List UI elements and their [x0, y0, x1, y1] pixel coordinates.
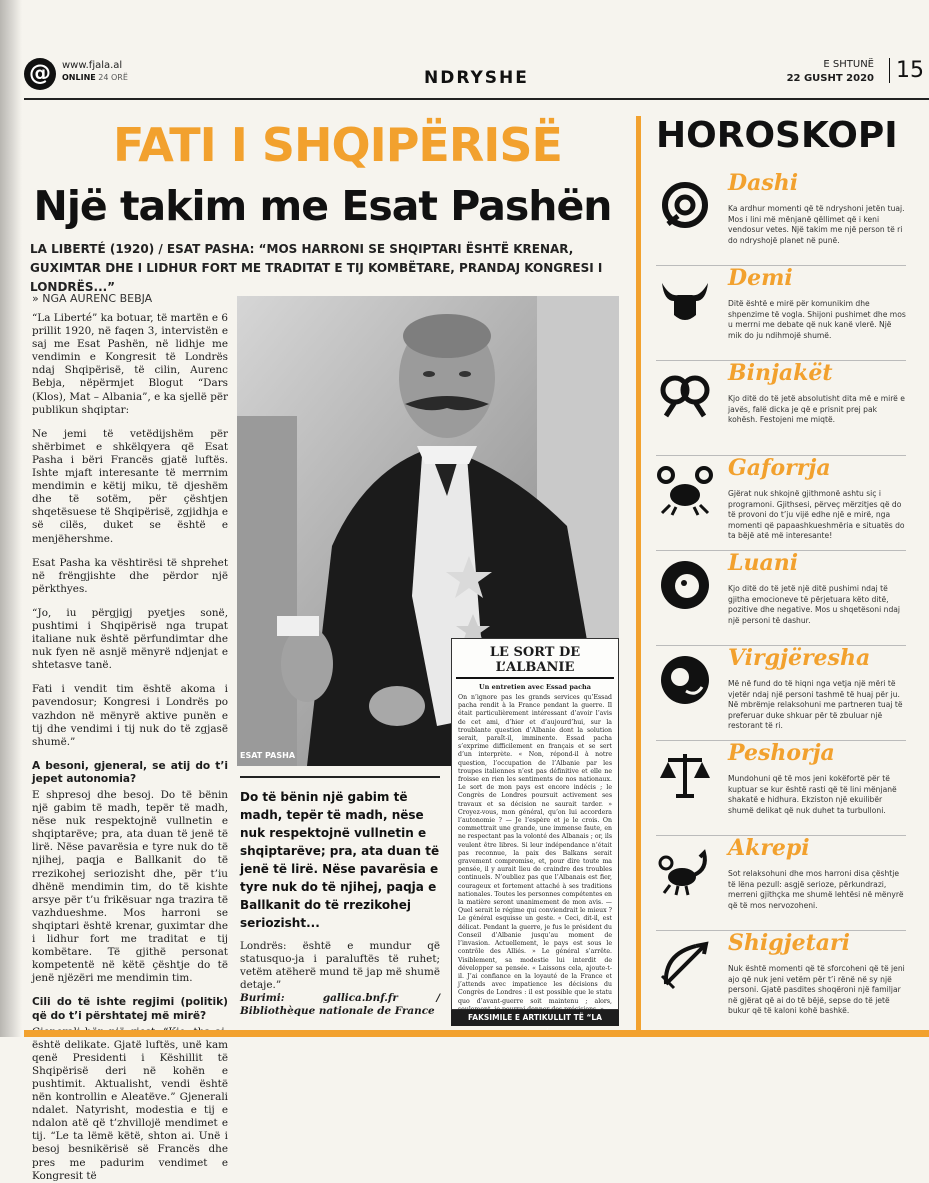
sign-text: Nuk është momenti që të sforcoheni që të jeni ajo që nuk jeni vetëm për t’i rënë në sy një personi. Gjatë pasdites shoqëroni një familjar në gjërat që ai do të bëjë, sepse do të jetë bukur që të kaloni kohë bashkë. — [728, 964, 905, 1015]
site-tagline-bold: ONLINE — [62, 73, 96, 82]
horoscope-title: HOROSKOPI — [656, 115, 898, 156]
article-column-1 — [32, 312, 228, 1183]
paragraph: Ne jemi të vetëdijshëm për shërbimet e shkëlqyera që Esat Pasha i bëri Francës gjatë luftës. Ishte mjaft interesante të merrnim mendimin e këtij miku, të djeshëm dhe të sotëm, për çështjen shqetësuese të Shqipërisë, zgjidhja e së cilës, duket se është e menjëhershme. — [32, 427, 228, 545]
crab-icon — [656, 461, 714, 519]
archer-icon — [656, 936, 714, 994]
scales-icon — [656, 746, 714, 804]
horoscope-sign-virgjeresha — [656, 645, 906, 741]
sign-name: Binjakët — [728, 360, 833, 386]
interview-question: A besoni, gjeneral, se atij do t’i jepet autonomia? — [32, 759, 228, 785]
horoscope-sign-akrepi — [656, 835, 906, 931]
sign-text: Kjo ditë do të jetë një ditë pushimi ndaj të gjitha emocioneve të përjetuara këto ditë, pozitive dhe negative. Mos u shqetësoni ndaj një personi të dashur. — [728, 584, 901, 625]
sign-text: Më në fund do të hiqni nga vetja një mëri të vjetër ndaj një personi tashmë të huaj për ju. Në mbrëmje relaksohuni me partneren tuaj të preferuar duke shkuar për të zbuluar një restorant të ri. — [728, 679, 903, 730]
page-number: 15 — [889, 58, 924, 83]
article-deck: LA LIBERTÉ (1920) / ESAT PASHA: “MOS HARRONI SE SHQIPTARI ËSHTË KRENAR, GUXIMTAR DHE I LIDHUR FORT ME TRADITAT E TIJ KOMBËTARE, PRANDAJ KONGRESI I LONDRËS...” — [30, 242, 603, 294]
ram-icon — [656, 176, 714, 234]
issue-day: E SHTUNË — [823, 59, 874, 70]
section-name: NDRYSHE — [424, 68, 529, 88]
facsimile-subhead: Un entretien avec Essad pacha — [479, 683, 591, 691]
sign-name: Gaforrja — [728, 455, 831, 481]
sign-name: Peshorja — [728, 740, 835, 766]
sign-text: Ka ardhur momenti që të ndryshoni jetën tuaj. Mos i lini më mënjanë qëllimet që i keni vendosur vetes. Një takim me një person të ri do ndryshojë planet në punë. — [728, 204, 905, 245]
paragraph: Londrës: është e mundur që statusquo-ja i paraluftës të ruhet; vetëm atëherë mund të jap më shumë detaje.” — [240, 940, 440, 992]
paragraph: E shpresoj dhe besoj. Do të bënin një gabim të madh, tepër të madh, nëse nuk respektojnë vullnetin e shqiptarëve; pra, ata duan të jenë të lirë. Nëse pavarësia e tyre nuk do të njihej, paqja e Ballkanit do të rrezikohej seriozisht dhe, për t’iu dhënë mendimin tim, do të kishte arsye për t’u frikësuar nga trazira të vazhdueshme. Mos harroni se shqiptari është krenar, guximtar dhe i lidhur fort me traditat e tij kombëtare. Të gjithë personat kompetentë në këtë çështje do të jenë njëzëri me mendimin tim. — [32, 789, 228, 985]
paragraph: është delikate. Gjatë luftës, unë kam qenë Presidenti i Këshillit të Shqipërisë deri në kohën e pushtimit. Aktualisht, vendi është nën kontrollin e Aleatëve.” Gjenerali ndalet. Natyrisht, modestia e tij e ndalon atë që t’zhvillojë mendimet e tij. “Le ta lëmë këtë, shton ai. Unë i besoj besnikërisë së Francës dhe pres me padurim vendimet e Kongresit të — [32, 1038, 228, 1182]
article-byline: » NGA AURENC BEBJA — [32, 292, 153, 305]
sign-name: Akrepi — [728, 835, 810, 861]
horoscope-sign-luani — [656, 550, 906, 646]
header-rule — [24, 98, 929, 100]
virgo-icon — [656, 651, 714, 709]
paragraph: “La Liberté” ka botuar, të martën e 6 prillit 1920, në faqen 3, intervistën e saj me Esat Pashën, në lidhje me vendimin e Kongresit të Londrës ndaj Shqipërisë, të cilin, Aurenc Bebja, nëpërmjet Blogut “Dars (Klos), Mat – Albania”, e ka sjellë për publikun shqiptar: — [32, 312, 228, 416]
site-logo-icon: @ — [24, 58, 56, 90]
sign-text: Mundohuni që të mos jeni kokëfortë për të kuptuar se kur është rasti që të lini mënjanë shakatë e hidhura. Ekziston një ekuilibër shumë delikat që nuk duhet ta turbulloni. — [728, 774, 897, 815]
facsimile-body: On n’ignore pas les grands services qu’Essad pacha rendit à la France pendant la guerre. Il était particulièrement intéressant d’avoir l’avis de cet ami, d’hier et d’aujourd’hui, sur la troublante question d’Albanie dont la solution serait, paraît-il, imminente. Essad pacha s’exprime difficilement en français et se sert d’un interprète. « Non, répond-il à notre question, l’occupation de l’Albanie par les troupes italiennes n’est pas définitive et elle ne froisse en rien les sentiments de nos nationaux. Le sort de mon pays est encore indécis ; le Congrès de Londres poursuit activement ses travaux et sa décision ne saurait tarder. » Croyez-vous, mon général, qu’on lui accordera l’autonomie ? — Je l’espère et je le crois. On commettrait une grande, une immense faute, en ne respectant pas la volonté des Albanais ; or, ils veulent être libres. Si leur indépendance n’était pas reconnue, la paix des Balkans serait gravement compromise, et, pour dire toute ma pensée, il y aurait lieu de craindre des troubles continuels. N’oubliez pas que l’Albanais est fier, courageux et fortement attaché à ses traditions nationales. Toutes les personnes compétentes en la matière seront unanimement de mon avis. — Quel serait le régime qui conviendrait le mieux ? Le général esquisse un geste. « Ceci, dit-il, est délicat. Pendant la guerre, je fus le président du Conseil d’Albanie jusqu’au moment de l’invasion. Actuellement, le pays est sous le contrôle des Alliés. » Le général s’arrête. Visiblement, sa modestie lui interdit de développer sa pensée. « Laissons cela, ajoute-t-il. J’ai confiance en la loyauté de la France et j’attends avec impatience les décisions du Congrès de Londres : il est possible que le statu quo d’avant-guerre soit maintenu ; alors, — [458, 694, 612, 1005]
newspaper-facsimile — [451, 638, 619, 1010]
article-kicker: FATI I SHQIPËRISË — [113, 118, 562, 172]
article-title: Një takim me Esat Pashën — [33, 182, 612, 230]
issue-date-text: 22 GUSHT 2020 — [786, 73, 874, 84]
scorpion-icon — [656, 841, 714, 899]
bull-icon — [656, 271, 714, 329]
horoscope-sign-gaforrja — [656, 455, 906, 551]
sign-text: Ditë është e mirë për komunikim dhe shpenzime të vogla. Shijoni pushimet dhe mos u merrni me debate që nuk kanë vlerë. Një mik do ju ndihmojë shumë. — [728, 299, 906, 340]
twins-icon — [656, 366, 714, 424]
paragraph: Fati i vendit tim është akoma i pavendosur; Kongresi i Londrës po vazhdon në mënyrë aktive punën e tij dhe vendimi i tij nuk do të zgjasë shumë.” — [32, 683, 228, 748]
horoscope-sign-demi — [656, 265, 906, 361]
article-source: Burimi: gallica.bnf.fr / Bibliothèque nationale de France — [240, 992, 440, 1018]
horoscope-sign-peshorja — [656, 740, 906, 836]
sign-name: Luani — [728, 550, 799, 576]
sign-name: Demi — [728, 265, 793, 291]
site-url-text: www.fjala.al — [62, 60, 123, 71]
horoscope-sign-shigjetari — [656, 930, 906, 1026]
horoscope-sign-binjaket — [656, 360, 906, 456]
sign-name: Shigjetari — [728, 930, 850, 956]
interview-question: Cili do të ishte regjimi (politik) që do t’i përshtatej më mirë? — [32, 996, 228, 1022]
site-tagline-text: 24 ORË — [98, 73, 128, 82]
paragraph: Esat Pasha ka vështirësi të shprehet në frëngjishte dhe përdor një përkthyes. — [32, 556, 228, 595]
sign-name: Dashi — [728, 170, 799, 196]
page-header — [24, 54, 924, 94]
paragraph: “Jo, iu përgjigj pyetjes sonë, pushtimi i Shqipërisë nga trupat italiane nuk është përfundimtar dhe nuk fyen në asnjë mënyrë ndjenjat e shtetasve tanë. — [32, 606, 228, 672]
sign-text: Gjërat nuk shkojnë gjithmonë ashtu siç i programoni. Gjithsesi, përveç mërzitjes që do të provoni do t’ju vijë edhe një e mirë, nga momenti që papaashkueshmëria e situatës do ta bëjë atë më interesante! — [728, 489, 905, 540]
issue-date — [787, 58, 874, 86]
pull-quote: Do të bënin një gabim të madh, tepër të madh, nëse nuk respektojnë vullnetin e shqiptarëve; pra, ata duan të jenë të lirë. Nëse pavarësia e tyre nuk do të njihej, paqja e Ballkanit do të rrezikohej seriozisht... — [240, 776, 440, 932]
page-binding-shadow — [0, 0, 22, 1037]
lion-icon — [656, 556, 714, 614]
photo-caption: ESAT PASHA — [240, 751, 296, 760]
article-column-2 — [240, 940, 440, 1019]
horoscope-sign-dashi — [656, 170, 906, 266]
site-tagline — [62, 73, 128, 82]
footer-rule — [24, 1030, 929, 1037]
facsimile-headline: LE SORT DE L’ALBANIE — [456, 639, 614, 679]
byline-text: NGA AURENC BEBJA — [42, 292, 153, 305]
facsimile-caption: FAKSIMILE E ARTIKULLIT TË “LA — [451, 1010, 619, 1026]
sign-text: Kjo ditë do të jetë absolutisht dita më e mirë e javës, falë dicka je që e prisnit prej pak kohësh. Festojeni me miqtë. — [728, 394, 905, 424]
site-url — [62, 60, 128, 82]
sign-name: Virgjëresha — [728, 645, 871, 671]
sign-text: Sot relaksohuni dhe mos harroni disa çështje të lëna pezull: asgjë serioze, përkundrazi, merreni gjithçka me shumë lehtësi në mënyrë që të mos nervozoheni. — [728, 869, 904, 910]
